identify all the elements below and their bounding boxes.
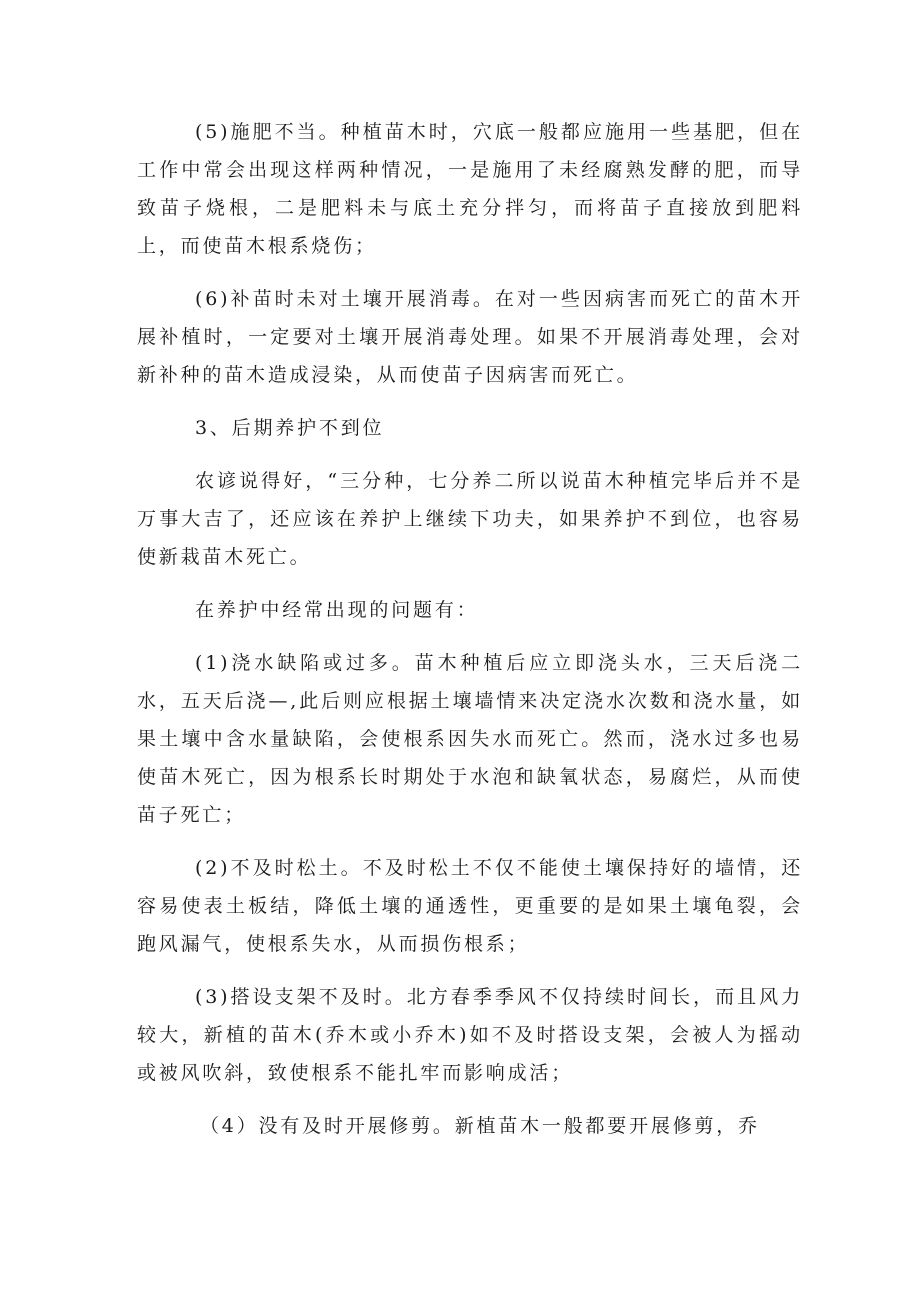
paragraph-fertilization: (5)施肥不当。种植苗木时，穴底一般都应施用一些基肥，但在工作中常会出现这样两种情况，一是施用了未经腐熟发酵的肥，而导致苗子烧根，二是肥料未与底土充分拌匀，而将苗子直接放到肥料上，而使苗木根系烧伤；: [137, 121, 803, 257]
paragraph-proverb: 农谚说得好，“三分种，七分养二所以说苗木种植完毕后并不是万事大吉了，还应该在养护上继续下功夫，如果养护不到位，也容易使新栽苗木死亡。: [137, 470, 803, 568]
paragraph-watering: (1)浇水缺陷或过多。苗木种植后应立即浇头水，三天后浇二水，五天后浇—,此后则应根据土壤墙情来决定浇水次数和浇水量，如果土壤中含水量缺陷，会使根系因失水而死亡。然而，浇水过多也易使苗木死亡，因为根系长时期处于水泡和缺氧状态，易腐烂，从而使苗子死亡；: [137, 652, 803, 826]
paragraph-problems-intro: 在养护中经常出现的问题有：: [195, 599, 479, 621]
paragraph-loosening-soil: (2)不及时松土。不及时松土不仅不能使土壤保持好的墙情，还容易使表土板结，降低土壤的通透性，更重要的是如果土壤龟裂，会跑风漏气，使根系失水，从而损伤根系；: [137, 857, 803, 955]
paragraph-support-frames: (3)搭设支架不及时。北方春季季风不仅持续时间长，而且风力较大，新植的苗木(乔木或小乔木)如不及时搭设支架，会被人为摇动或被风吹斜，致使根系不能扎牢而影响成活；: [137, 986, 803, 1084]
paragraph-pruning: （4）没有及时开展修剪。新植苗木一般都要开展修剪，乔: [200, 1115, 760, 1137]
paragraph-soil-disinfection: (6)补苗时未对土壤开展消毒。在对一些因病害而死亡的苗木开展补植时，一定要对土壤开展消毒处理。如果不开展消毒处理，会对新补种的苗木造成浸染，从而使苗子因病害而死亡。: [137, 288, 803, 386]
section-heading-maintenance: 3、后期养护不到位: [195, 417, 385, 439]
document-body: [137, 113, 803, 1145]
